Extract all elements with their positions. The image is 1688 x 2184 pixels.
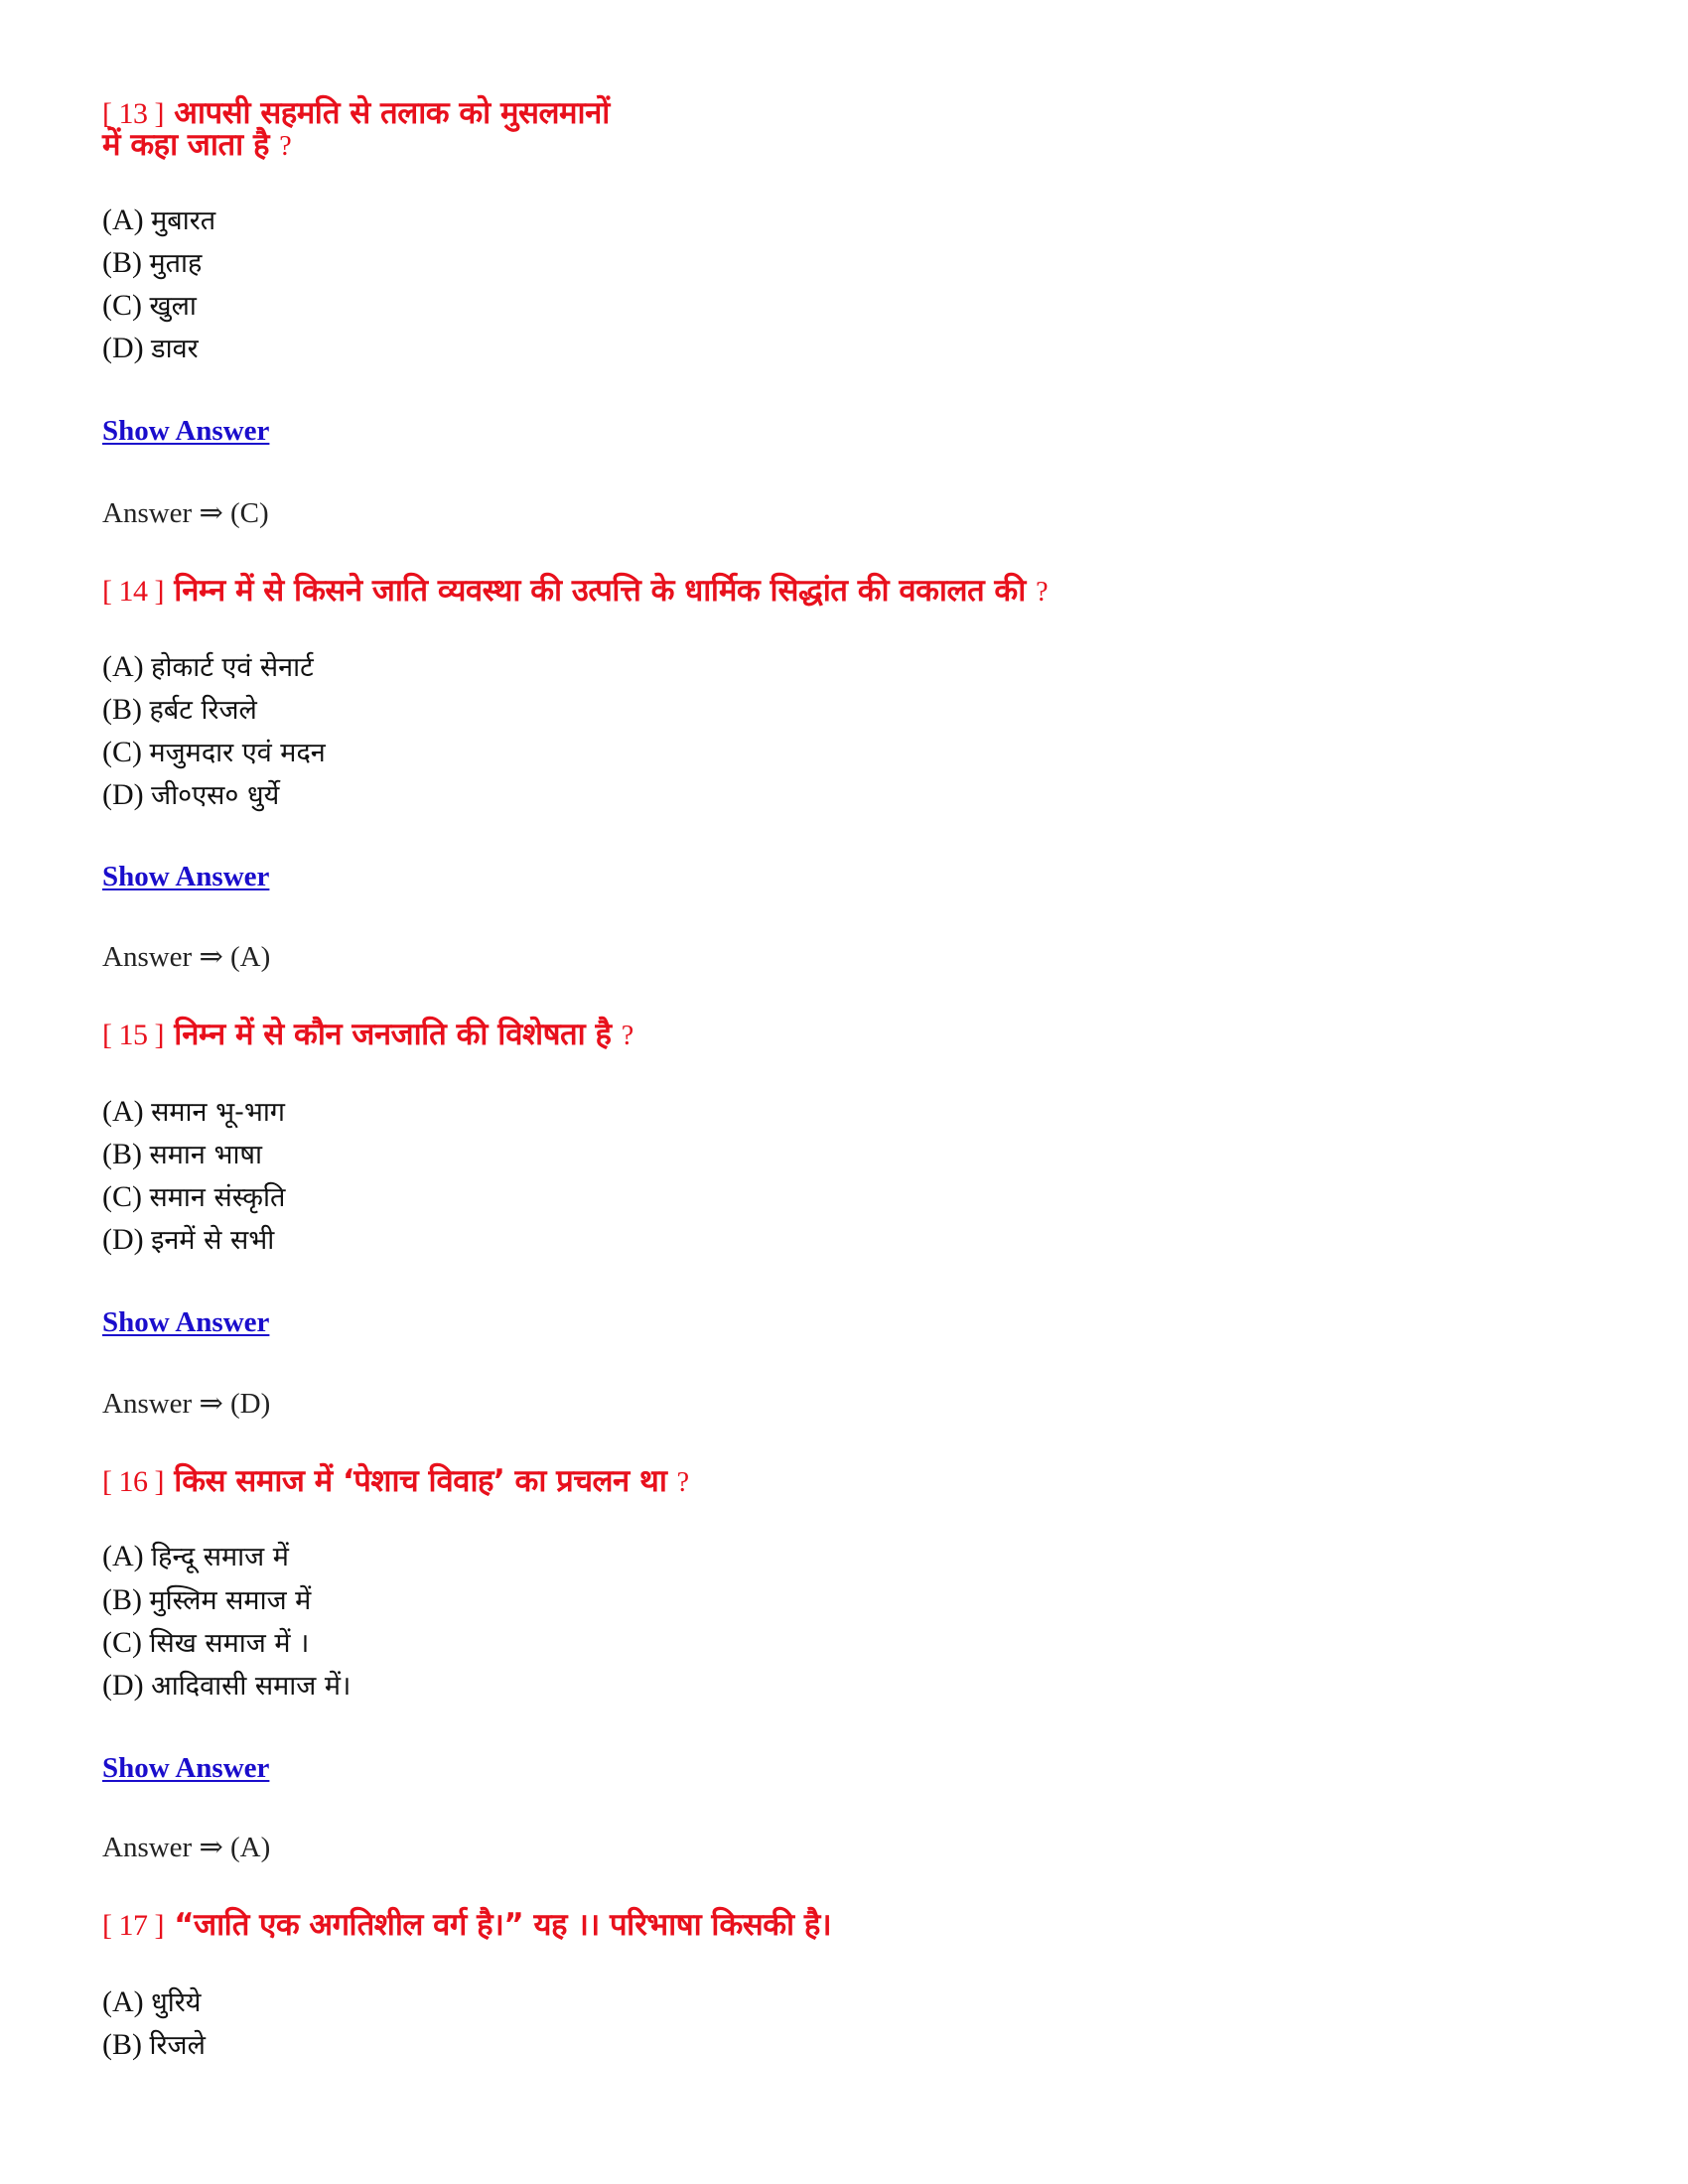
question-mark: ? [1036, 577, 1049, 608]
option-text: इनमें से सभी [151, 1225, 275, 1256]
option-d [102, 1220, 274, 1260]
question-number: [ 15 ] [102, 1019, 164, 1051]
option-key: (A) [102, 1540, 144, 1572]
answer-value: (D) [230, 1388, 271, 1420]
option-text: मजुमदार एवं मदन [149, 738, 326, 768]
option-text: आदिवासी समाज में। [151, 1671, 352, 1702]
option-key: (D) [102, 1669, 144, 1702]
question-number: [ 14 ] [102, 575, 164, 608]
option-key: (D) [102, 1223, 144, 1256]
question-text: निम्न में से कौन जनजाति की विशेषता है [174, 1017, 612, 1052]
question-title [102, 1905, 831, 1945]
option-b [102, 2025, 206, 2065]
option-a [102, 647, 314, 687]
show-answer-link[interactable]: Show Answer [102, 1752, 270, 1784]
answer-label: Answer ⇒ [102, 941, 223, 973]
show-answer-row [102, 1302, 269, 1342]
answer-row [102, 493, 269, 533]
question-title [102, 1015, 633, 1054]
option-c [102, 1177, 285, 1217]
option-key: (C) [102, 736, 142, 768]
show-answer-link[interactable]: Show Answer [102, 1306, 270, 1338]
option-text: सिख समाज में । [149, 1628, 310, 1659]
answer-value: (C) [230, 497, 269, 529]
option-text: जी०एस० धुर्ये [151, 780, 280, 811]
option-b [102, 1135, 262, 1174]
option-c [102, 1623, 309, 1663]
option-key: (C) [102, 289, 142, 322]
show-answer-row [102, 857, 269, 896]
answer-row [102, 1384, 270, 1424]
option-text: समान भाषा [149, 1140, 263, 1170]
answer-value: (A) [230, 1832, 271, 1863]
show-answer-row [102, 1748, 269, 1788]
option-c [102, 733, 326, 772]
option-a [102, 1092, 285, 1132]
option-key: (C) [102, 1180, 142, 1213]
option-text: मुस्लिम समाज में [149, 1585, 312, 1616]
option-a [102, 1537, 289, 1576]
option-text: समान भू-भाग [151, 1097, 286, 1128]
option-key: (B) [102, 246, 142, 279]
option-text: हिन्दू समाज में [151, 1542, 289, 1572]
option-b [102, 243, 202, 283]
question-mark: ? [676, 1467, 689, 1498]
option-key: (A) [102, 1985, 144, 2018]
answer-value: (A) [230, 941, 271, 973]
option-key: (B) [102, 693, 142, 726]
question-title-continued [102, 125, 291, 165]
question-mark: ? [621, 1021, 633, 1051]
option-text: समान संस्कृति [149, 1182, 286, 1213]
question-text-line-1: आपसी सहमति से तलाक को मुसलमानों [174, 95, 610, 131]
option-key: (A) [102, 1095, 144, 1128]
option-key: (B) [102, 1583, 142, 1616]
option-d [102, 775, 279, 815]
option-a [102, 201, 215, 240]
question-text-line-2: में कहा जाता है [102, 127, 269, 163]
question-number: [ 16 ] [102, 1465, 164, 1498]
option-d [102, 1666, 351, 1706]
show-answer-link[interactable]: Show Answer [102, 861, 270, 892]
answer-label: Answer ⇒ [102, 497, 223, 529]
option-key: (C) [102, 1626, 142, 1659]
question-title [102, 1461, 689, 1501]
option-text: रिजले [149, 2030, 206, 2061]
option-b [102, 1580, 311, 1620]
question-text: निम्न में से किसने जाति व्यवस्था की उत्पत्ति के धार्मिक सिद्धांत की वकालत की [174, 573, 1026, 609]
option-text: हर्बट रिजले [149, 695, 257, 726]
option-key: (B) [102, 1138, 142, 1170]
option-a [102, 1982, 201, 2022]
question-title [102, 571, 1048, 611]
answer-label: Answer ⇒ [102, 1832, 223, 1863]
answer-row [102, 1828, 270, 1867]
option-text: डावर [151, 334, 199, 364]
option-key: (D) [102, 332, 144, 364]
question-number: [ 13 ] [102, 97, 164, 130]
option-c [102, 286, 197, 326]
option-text: मुबारत [151, 205, 216, 236]
option-text: होकार्ट एवं सेनार्ट [151, 652, 314, 683]
option-key: (B) [102, 2028, 142, 2061]
question-number: [ 17 ] [102, 1909, 164, 1942]
option-key: (A) [102, 650, 144, 683]
option-key: (A) [102, 204, 144, 236]
option-text: धुरिये [151, 1987, 202, 2018]
option-text: खुला [149, 291, 197, 322]
option-text: मुताह [149, 248, 203, 279]
option-key: (D) [102, 778, 144, 811]
option-b [102, 690, 257, 730]
question-mark: ? [279, 131, 292, 162]
option-d [102, 329, 199, 368]
show-answer-link[interactable]: Show Answer [102, 415, 270, 447]
show-answer-row [102, 411, 269, 451]
answer-row [102, 937, 270, 977]
question-text: किस समाज में ‘पेशाच विवाह’ का प्रचलन था [174, 1463, 667, 1499]
question-text: “जाति एक अगतिशील वर्ग है।” यह ।। परिभाषा किसकी है। [174, 1907, 832, 1943]
answer-label: Answer ⇒ [102, 1388, 223, 1420]
